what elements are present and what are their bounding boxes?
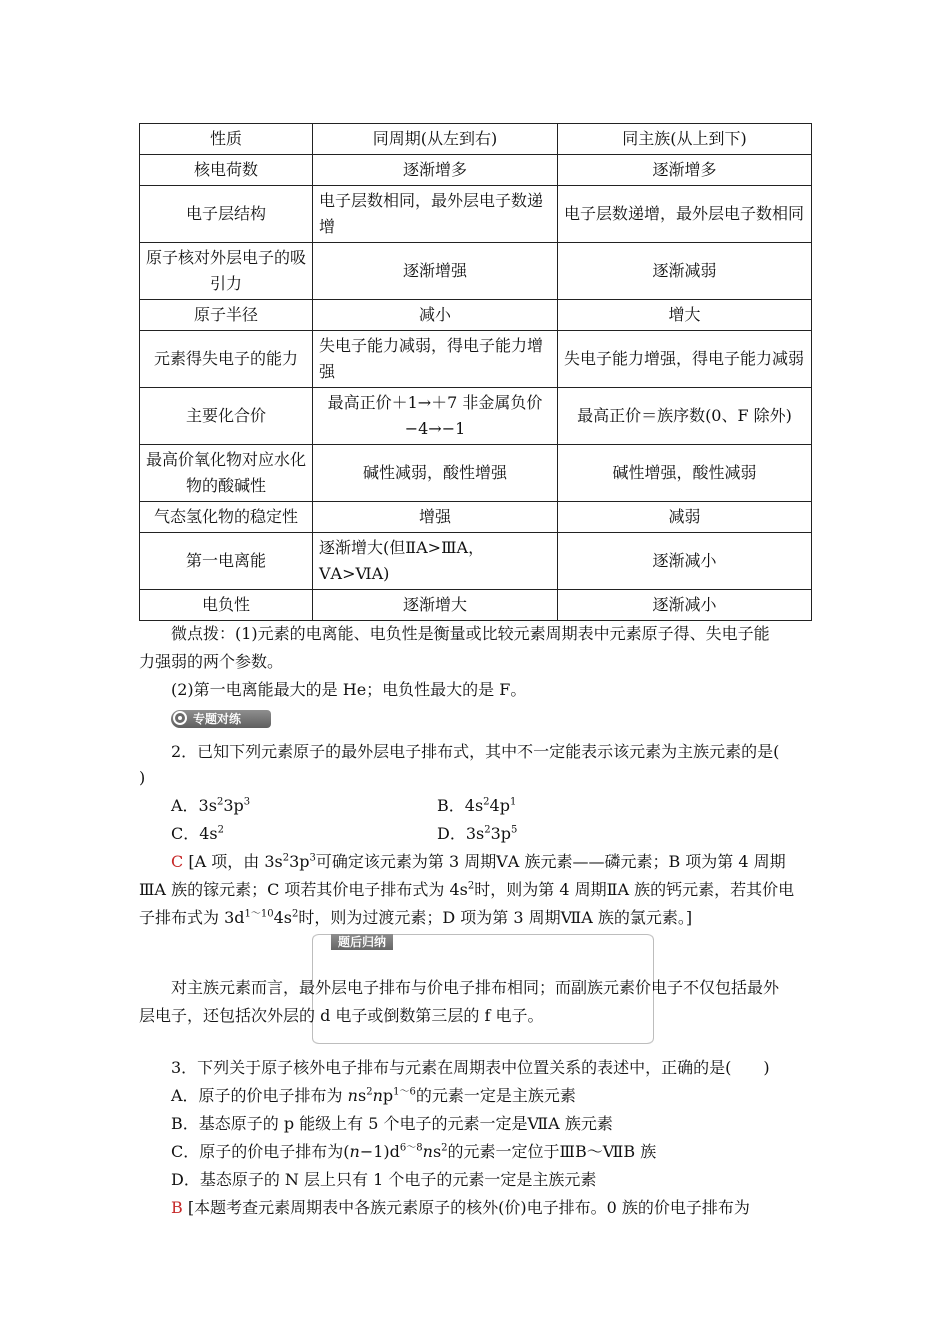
answer-explanation: B [本题考查元素周期表中各族元素原子的核外(价)电子排布。0 族的价电子排布为	[171, 1198, 750, 1217]
answer-explanation: C [A 项，由 $3s^23p^3$可确定该元素为第 3 周期ⅤA 族元素——磷元素；B 项为第 4 周期	[171, 852, 786, 871]
table-header-cell: 同主族(从上到下)	[558, 124, 812, 155]
section-badge	[171, 710, 271, 728]
table-cell: 气态氢化物的稳定性	[140, 502, 313, 533]
note-line: (2)第一电离能最大的是 He；电负性最大的是 F。	[171, 680, 527, 699]
table-cell: 逐渐增大(但ⅡA>ⅢA，ⅤA>ⅥA)	[313, 533, 558, 590]
answer-explanation: ⅢA 族的镓元素；C 项若其价电子排布式为 $4s^2$时，则为第 4 周期ⅡA 族的钙元素，若其价电	[139, 880, 795, 899]
table-cell: 最高正价＝族序数(0、F 除外)	[558, 388, 812, 445]
table-cell: 最高价氧化物对应水化物的酸碱性	[140, 445, 313, 502]
answer-explanation: 子排布式为 $3d^{1\sim 10}4s^2$时，则为过渡元素；D 项为第 3 周期ⅦA 族的氯元素。]	[139, 908, 693, 927]
option-a: A．原子的价电子排布为 $ns^2np^{1\sim 6}$的元素一定是主族元素	[171, 1086, 576, 1105]
table-row	[140, 533, 812, 590]
table-row	[140, 300, 812, 331]
question-stem: 3．下列关于原子核外电子排布与元素在周期表中位置关系的表述中，正确的是( )	[171, 1058, 770, 1077]
table-row	[140, 243, 812, 300]
table-header-cell: 同周期(从左到右)	[313, 124, 558, 155]
question-stem: )	[139, 768, 146, 787]
table-row	[140, 155, 812, 186]
table-row	[140, 590, 812, 621]
table-cell: 主要化合价	[140, 388, 313, 445]
answer-letter: B	[171, 1198, 183, 1217]
table-cell: 逐渐增大	[313, 590, 558, 621]
table-cell: 逐渐增多	[313, 155, 558, 186]
summary-line: 对主族元素而言，最外层电子排布与价电子排布相同；而副族元素价电子不仅包括最外	[171, 978, 780, 997]
table-cell: 碱性减弱，酸性增强	[313, 445, 558, 502]
option-d: D．基态原子的 N 层上只有 1 个电子的元素一定是主族元素	[171, 1170, 597, 1189]
table-row	[140, 331, 812, 388]
table-cell: 第一电离能	[140, 533, 313, 590]
table-cell: 核电荷数	[140, 155, 313, 186]
properties-table	[139, 123, 812, 621]
table-row	[140, 445, 812, 502]
table-cell: 原子核对外层电子的吸引力	[140, 243, 313, 300]
section-badge-label: 专题对练	[193, 712, 242, 726]
note-line: 力强弱的两个参数。	[139, 652, 284, 671]
table-cell: 逐渐减小	[558, 590, 812, 621]
option-a: A．$3s^23p^3$	[171, 796, 251, 815]
option-d: D．$3s^23p^5$	[437, 824, 518, 843]
table-cell: 电负性	[140, 590, 313, 621]
table-cell: 原子半径	[140, 300, 313, 331]
table-row	[140, 186, 812, 243]
option-b: B．基态原子的 p 能级上有 5 个电子的元素一定是ⅦA 族元素	[171, 1114, 613, 1133]
table-row	[140, 388, 812, 445]
answer-letter: C	[171, 852, 184, 871]
summary-line: 层电子，还包括次外层的 d 电子或倒数第三层的 f 电子。	[139, 1006, 544, 1025]
table-cell: 最高正价＋1→＋7 非金属负价−4→−1	[313, 388, 558, 445]
table-cell: 逐渐增多	[558, 155, 812, 186]
question-stem: 2．已知下列元素原子的最外层电子排布式，其中不一定能表示该元素为主族元素的是(	[171, 742, 780, 761]
table-header-cell: 性质	[140, 124, 313, 155]
table-cell: 减小	[313, 300, 558, 331]
table-cell: 逐渐减小	[558, 533, 812, 590]
table-cell: 逐渐增强	[313, 243, 558, 300]
table-cell: 电子层数相同，最外层电子数递增	[313, 186, 558, 243]
table-row	[140, 502, 812, 533]
option-c: C．原子的价电子排布为$(n-1)d^{6\sim 8}ns^2$的元素一定位于ⅢB～ⅦB 族	[171, 1142, 657, 1161]
table-cell: 增强	[313, 502, 558, 533]
table-cell: 电子层结构	[140, 186, 313, 243]
table-cell: 增大	[558, 300, 812, 331]
table-cell: 减弱	[558, 502, 812, 533]
summary-tab: 题后归纳	[331, 934, 393, 950]
table-cell: 电子层数递增，最外层电子数相同	[558, 186, 812, 243]
table-cell: 碱性增强，酸性减弱	[558, 445, 812, 502]
option-c: C．$4s^2$	[171, 824, 225, 843]
note-line: 微点拨：(1)元素的电离能、电负性是衡量或比较元素周期表中元素原子得、失电子能	[171, 624, 770, 643]
table-cell: 失电子能力减弱，得电子能力增强	[313, 331, 558, 388]
table-cell: 逐渐减弱	[558, 243, 812, 300]
table-header-row	[140, 124, 812, 155]
option-b: B．$4s^24p^1$	[437, 796, 517, 815]
table-cell: 元素得失电子的能力	[140, 331, 313, 388]
target-icon	[173, 711, 187, 725]
table-cell: 失电子能力增强，得电子能力减弱	[558, 331, 812, 388]
